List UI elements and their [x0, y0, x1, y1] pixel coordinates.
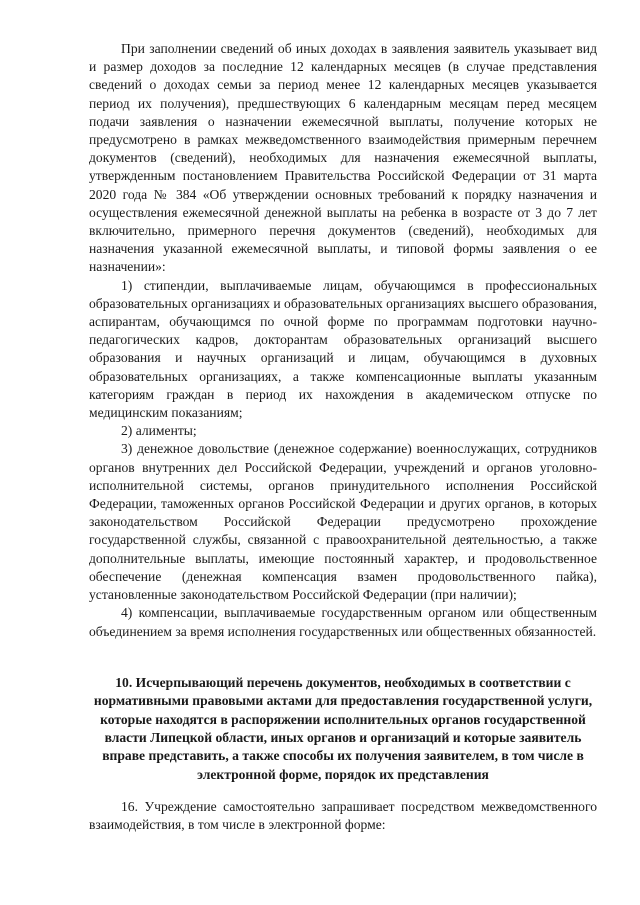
paragraph-item-3-allowance: 3) денежное довольствие (денежное содержание) военнослужащих, сотрудников органов внутренних дел Российской Федерации, учреждений и органов уголовно-исполнительной системы, органов принудительного исполнения Российской Федерации, таможенных органов Российской Федерации и других органов, в которых законодательством Российской Федерации предусмотрено прохождение государственной службы, связанной с правоохранительной деятельностью, а также дополнительные выплаты, имеющие постоянный характер, и продовольственное обеспечение (денежная компенсация взамен продовольственного пайка), установленные законодательством Российской Федерации (при наличии); — [89, 441, 597, 603]
paragraph-item-4-compensation: 4) компенсации, выплачиваемые государственным органом или общественным объединением за время исполнения государственных или общественных обязанностей. — [89, 605, 597, 639]
paragraph-16: 16. Учреждение самостоятельно запрашивает посредством межведомственного взаимодействия, в том числе в электронной форме: — [89, 799, 597, 833]
paragraph-other-income: При заполнении сведений об иных доходах в заявления заявитель указывает вид и размер доходов за последние 12 календарных месяцев (в случае представления сведений о доходах семьи за период менее 12 календарных месяцев указывается период их получения), предшествующих 6 календарным месяцам перед месяцем подачи заявления о назначении ежемесячной выплаты, получение которых не предусмотрено в рамках межведомственного взаимодействия примерным перечнем документов (сведений), необходимых для назначения ежемесячной выплаты, утвержденным постановлением Правительства Российской Федерации от 31 марта 2020 года № 384 «Об утверждении основных требований к порядку назначения и осуществления ежемесячной денежной выплаты на ребенка в возрасте от 3 до 7 лет включительно, примерного перечня документов (сведений), необходимых для назначения указанной ежемесячной выплаты, и типовой формы заявления о ее назначении»: — [89, 41, 597, 275]
document-body — [89, 40, 597, 835]
paragraph-item-2-alimony: 2) алименты; — [121, 423, 197, 439]
paragraph-item-1-stipends: 1) стипендии, выплачиваемые лицам, обучающимся в профессиональных образовательных организациях и образовательных организациях высшего образования, аспирантам, обучающимся по очной форме по программам подготовки научно-педагогических кадров, докторантам образовательных организаций высшего образования и научных организаций и лицам, обучающимся в духовных образовательных организациях, а также компенсационные выплаты указанным категориям граждан в период их нахождения в академическом отпуске по медицинским показаниям; — [89, 277, 597, 421]
section-heading-10: 10. Исчерпывающий перечень документов, необходимых в соответствии с нормативными правовыми актами для предоставления государственной услуги, которые находятся в распоряжении исполнительных органов государственной власти Липецкой области, иных органов и организаций и которые заявитель вправе представить, а также способы их получения заявителем, в том числе в электронной форме, порядок их представления — [93, 674, 593, 782]
